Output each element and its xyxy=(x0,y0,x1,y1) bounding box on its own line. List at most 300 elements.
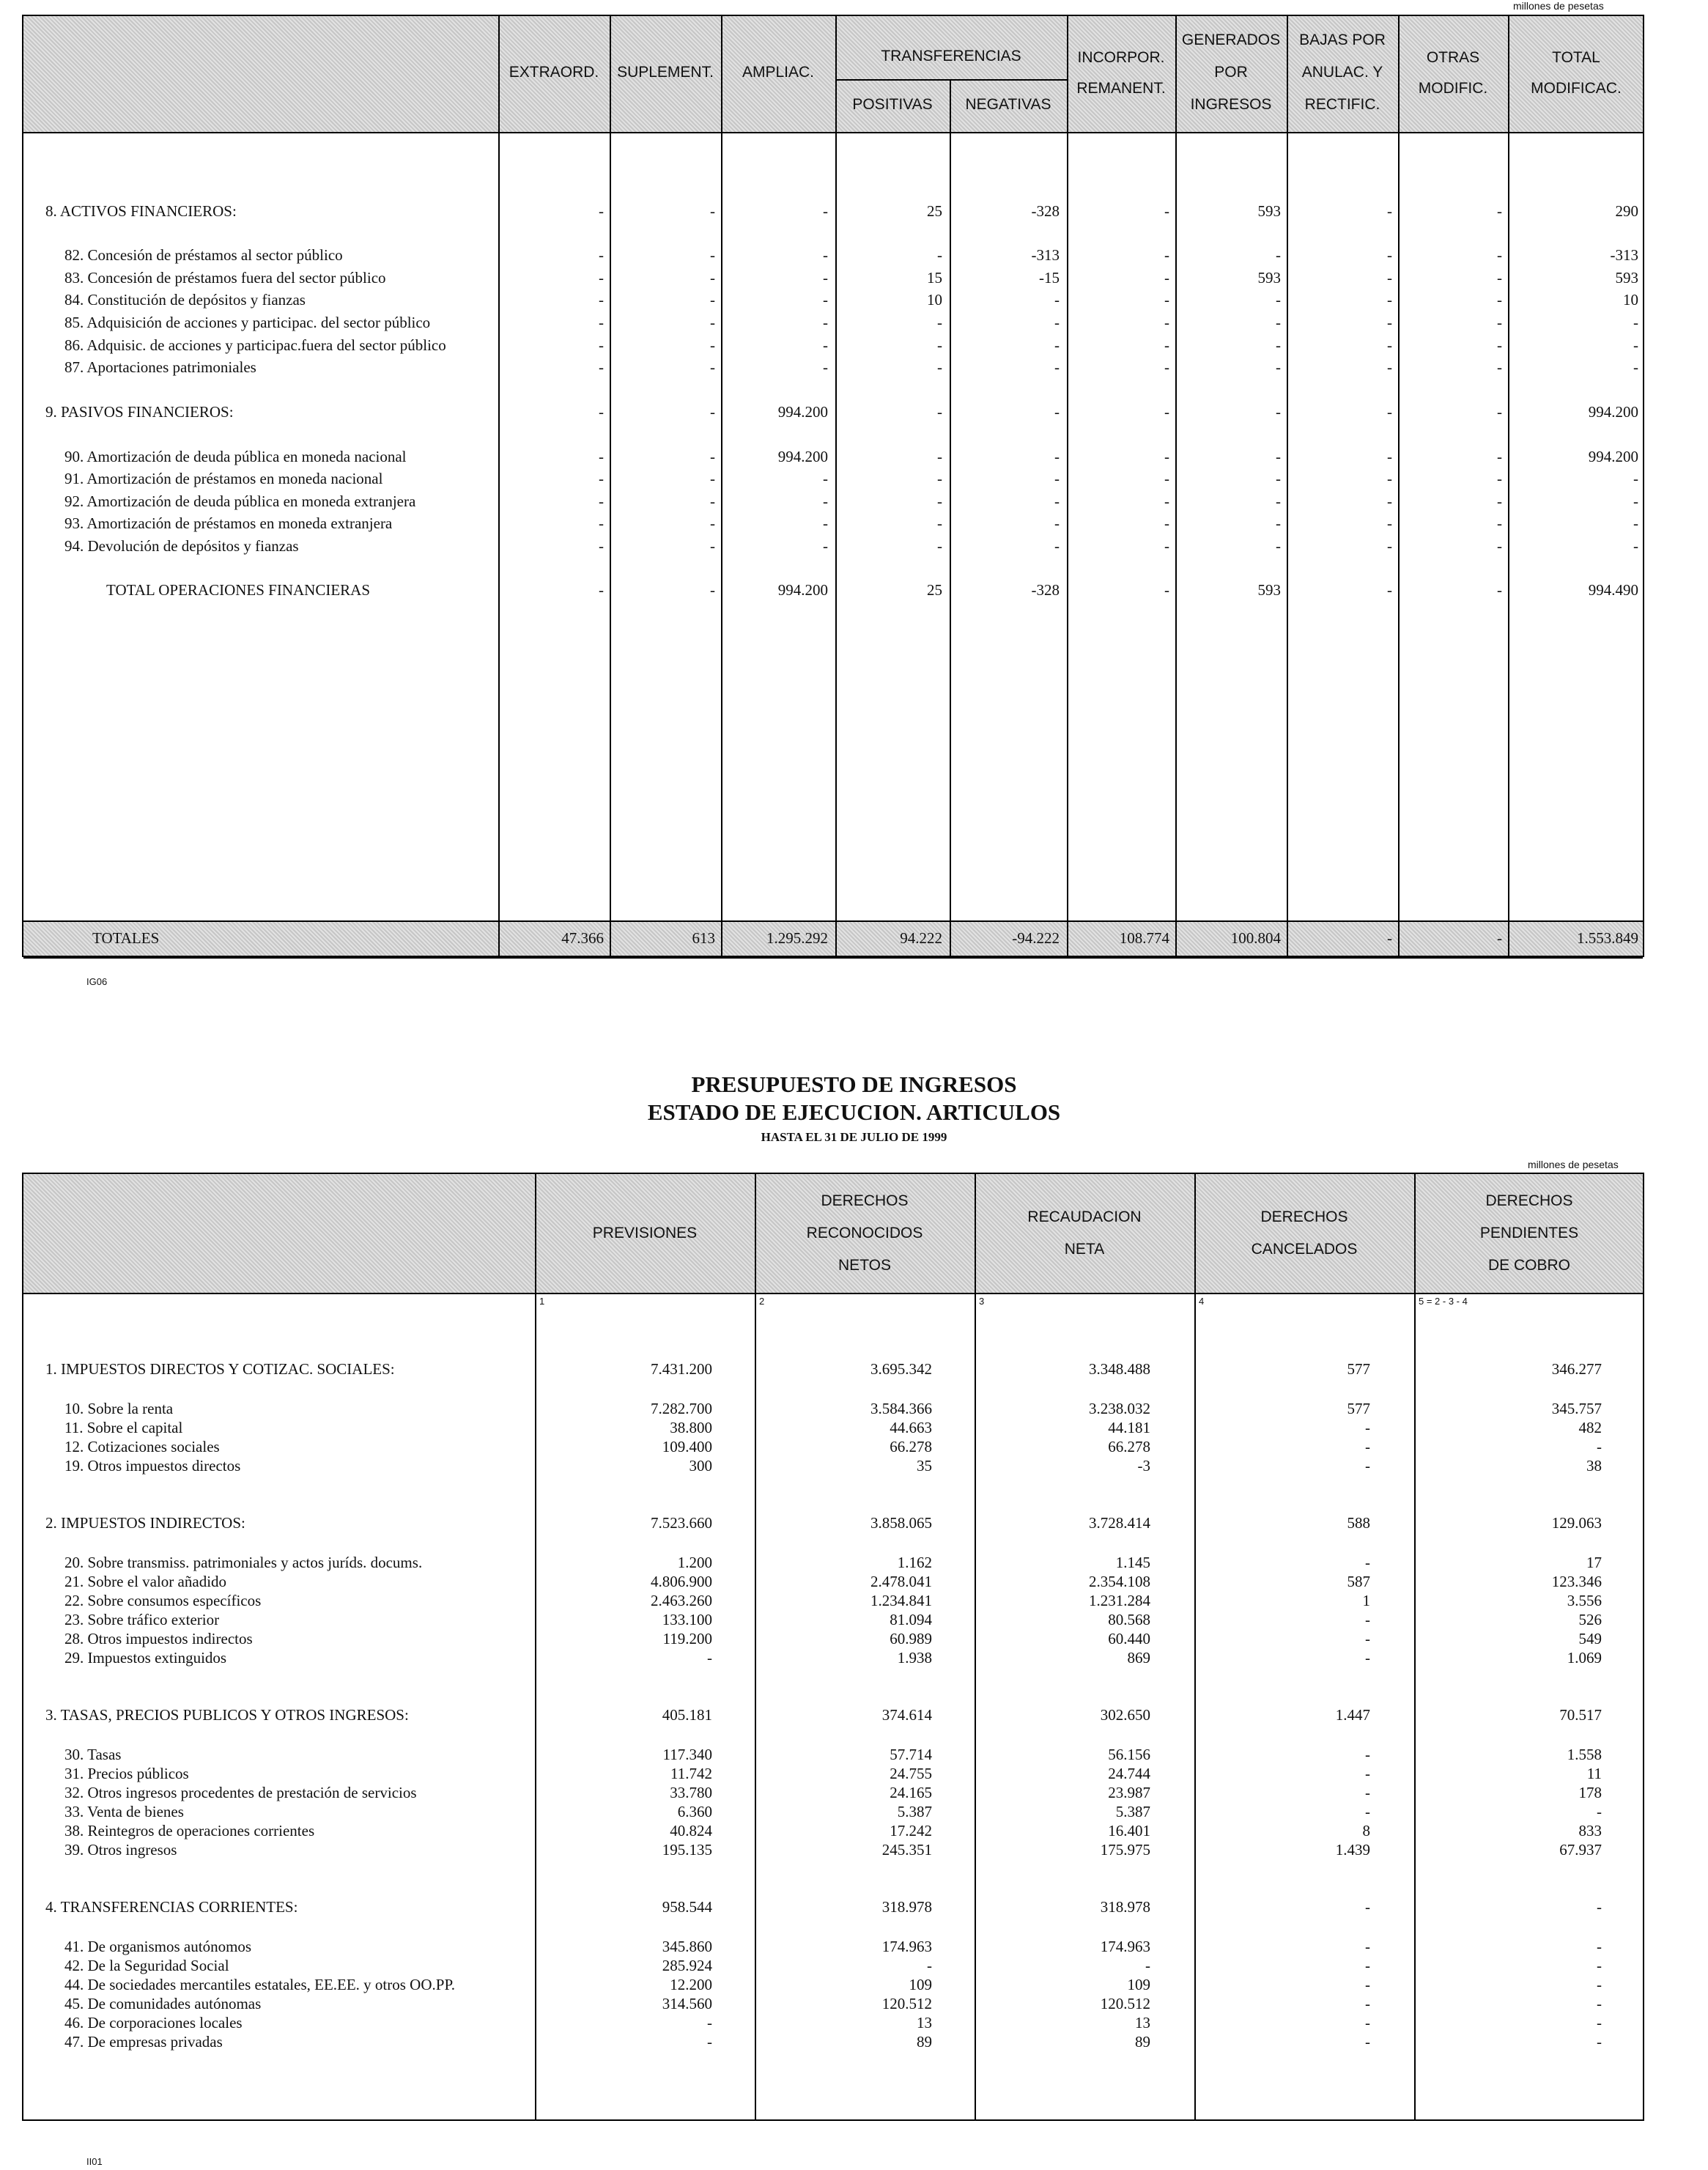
income-row-label: 29. Impuestos extinguidos xyxy=(64,1649,227,1667)
income-value-cell: 40.824 xyxy=(670,1822,712,1839)
income-value-cell: 1.162 xyxy=(897,1554,932,1571)
header-derechos-reconocidos: DERECHOS xyxy=(821,1192,909,1209)
row-label: 9. PASIVOS FINANCIEROS: xyxy=(45,403,234,421)
value-cell: - xyxy=(1387,514,1392,532)
totals-value-cell: 1.553.849 xyxy=(1577,929,1638,947)
value-cell: - xyxy=(1164,403,1169,421)
income-value-cell: 405.181 xyxy=(662,1706,712,1724)
value-cell: - xyxy=(1164,358,1169,376)
value-cell: 10 xyxy=(1623,291,1638,309)
income-row-label: 21. Sobre el valor añadido xyxy=(64,1573,227,1590)
bottom-column-divider xyxy=(975,1173,976,2121)
income-value-cell: 66.278 xyxy=(1108,1438,1150,1455)
income-value-cell: 1.200 xyxy=(677,1554,712,1571)
row-label: 90. Amortización de deuda pública en moneda nacional xyxy=(64,448,407,465)
value-cell: 593 xyxy=(1257,202,1281,220)
value-cell: - xyxy=(823,246,828,264)
income-value-cell: - xyxy=(1597,1957,1602,1974)
income-row-label: 22. Sobre consumos específicos xyxy=(64,1592,262,1609)
value-cell: - xyxy=(710,403,715,421)
income-value-cell: 17.242 xyxy=(890,1822,932,1839)
value-cell: - xyxy=(710,492,715,510)
value-cell: -328 xyxy=(1031,202,1060,220)
value-cell: - xyxy=(823,470,828,487)
income-value-cell: 3.348.488 xyxy=(1089,1360,1150,1378)
value-cell: 25 xyxy=(927,581,942,599)
income-value-cell: 109 xyxy=(1127,1976,1150,1993)
income-value-cell: 587 xyxy=(1347,1573,1370,1590)
income-value-cell: 869 xyxy=(1127,1649,1150,1667)
value-cell: 994.490 xyxy=(1588,581,1638,599)
income-value-cell: - xyxy=(1597,1803,1602,1820)
top-column-divider xyxy=(1508,15,1509,957)
income-value-cell: - xyxy=(1365,1611,1370,1628)
value-cell: - xyxy=(1387,403,1392,421)
value-cell: - xyxy=(710,246,715,264)
income-value-cell: 1.447 xyxy=(1335,1706,1370,1724)
totals-value-cell: 47.366 xyxy=(561,929,604,947)
income-value-cell: 346.277 xyxy=(1551,1360,1602,1378)
value-cell: - xyxy=(1276,336,1281,354)
income-value-cell: 11 xyxy=(1586,1765,1602,1782)
income-value-cell: 1.145 xyxy=(1115,1554,1150,1571)
income-value-cell: - xyxy=(707,1649,712,1667)
value-cell: - xyxy=(1276,537,1281,555)
value-cell: 994.200 xyxy=(777,448,828,465)
value-cell: 994.200 xyxy=(777,581,828,599)
income-value-cell: 3.238.032 xyxy=(1089,1400,1150,1417)
value-cell: 593 xyxy=(1257,269,1281,287)
bottom-column-divider xyxy=(535,1173,536,2121)
value-cell: - xyxy=(599,581,604,599)
header-suplement: SUPLEMENT. xyxy=(617,64,714,81)
column-number-2: 2 xyxy=(759,1296,765,1307)
value-cell: - xyxy=(1054,403,1060,421)
header-remanent: REMANENT. xyxy=(1076,80,1166,97)
income-value-cell: 7.431.200 xyxy=(651,1360,712,1378)
income-value-cell: - xyxy=(1365,1746,1370,1763)
income-value-cell: 526 xyxy=(1578,1611,1602,1628)
income-value-cell: 3.584.366 xyxy=(870,1400,932,1417)
income-value-cell: - xyxy=(1365,1457,1370,1475)
value-cell: - xyxy=(599,269,604,287)
value-cell: - xyxy=(1164,246,1169,264)
value-cell: - xyxy=(1497,336,1502,354)
header-total: TOTAL xyxy=(1552,49,1600,66)
header-ingresos: INGRESOS xyxy=(1190,96,1272,113)
income-value-cell: 120.512 xyxy=(881,1995,932,2012)
income-value-cell: - xyxy=(1365,1938,1370,1955)
value-cell: - xyxy=(710,269,715,287)
value-cell: - xyxy=(1633,470,1638,487)
value-cell: - xyxy=(710,448,715,465)
value-cell: - xyxy=(1633,514,1638,532)
value-cell: - xyxy=(710,314,715,331)
income-value-cell: -3 xyxy=(1137,1457,1150,1475)
income-value-cell: 81.094 xyxy=(890,1611,932,1628)
income-value-cell: 577 xyxy=(1347,1360,1370,1378)
income-value-cell: 17 xyxy=(1586,1554,1602,1571)
value-cell: - xyxy=(1387,448,1392,465)
income-value-cell: 1.069 xyxy=(1567,1649,1602,1667)
value-cell: -313 xyxy=(1031,246,1060,264)
income-value-cell: 300 xyxy=(689,1457,712,1475)
income-value-cell: 178 xyxy=(1578,1784,1602,1801)
income-value-cell: 60.440 xyxy=(1108,1630,1150,1647)
income-row-label: 2. IMPUESTOS INDIRECTOS: xyxy=(45,1514,245,1532)
value-cell: - xyxy=(1387,246,1392,264)
value-cell: - xyxy=(937,314,942,331)
income-value-cell: 245.351 xyxy=(881,1841,932,1859)
header-de-cobro: DE COBRO xyxy=(1487,1257,1570,1274)
value-cell: - xyxy=(1497,202,1502,220)
report-subtitle: ESTADO DE EJECUCION. ARTICULOS xyxy=(647,1099,1061,1125)
income-value-cell: 6.360 xyxy=(677,1803,712,1820)
income-row-label: 47. De empresas privadas xyxy=(64,2033,223,2051)
header-total-modificac: MODIFICAC. xyxy=(1531,80,1622,97)
header-bajas: BAJAS POR xyxy=(1299,32,1386,48)
income-value-cell: - xyxy=(1597,1938,1602,1955)
income-value-cell: 1.938 xyxy=(897,1649,932,1667)
value-cell: - xyxy=(710,581,715,599)
header-cancelados: CANCELADOS xyxy=(1251,1241,1358,1258)
income-value-cell: - xyxy=(1365,1419,1370,1436)
income-row-label: 12. Cotizaciones sociales xyxy=(64,1438,220,1455)
income-value-cell: 38.800 xyxy=(670,1419,712,1436)
column-number-1: 1 xyxy=(539,1296,545,1307)
row-label: 93. Amortización de préstamos en moneda extranjera xyxy=(64,514,393,532)
header-reconocidos: RECONOCIDOS xyxy=(806,1225,923,1241)
value-cell: - xyxy=(1276,246,1281,264)
totals-value-cell: -94.222 xyxy=(1012,929,1060,947)
header-neta: NETA xyxy=(1064,1241,1105,1258)
value-cell: - xyxy=(1387,537,1392,555)
header-anulac: ANULAC. Y xyxy=(1301,64,1383,81)
row-label: 84. Constitución de depósitos y fianzas xyxy=(64,291,306,309)
value-cell: - xyxy=(1497,514,1502,532)
row-label: 87. Aportaciones patrimoniales xyxy=(64,358,256,376)
income-value-cell: - xyxy=(1365,1995,1370,2012)
income-value-cell: 11.742 xyxy=(670,1765,712,1782)
income-value-cell: 80.568 xyxy=(1108,1611,1150,1628)
income-value-cell: 577 xyxy=(1347,1400,1370,1417)
value-cell: - xyxy=(1276,358,1281,376)
value-cell: - xyxy=(1276,514,1281,532)
value-cell: - xyxy=(1054,358,1060,376)
value-cell: - xyxy=(1497,470,1502,487)
header-rectific: RECTIFIC. xyxy=(1304,96,1380,113)
value-cell: - xyxy=(1497,403,1502,421)
bottom-units-label: millones de pesetas xyxy=(1528,1159,1619,1170)
income-value-cell: 345.757 xyxy=(1551,1400,1602,1417)
value-cell: 25 xyxy=(927,202,942,220)
income-value-cell: - xyxy=(1365,1649,1370,1667)
income-value-cell: 5.387 xyxy=(897,1803,932,1820)
income-value-cell: 318.978 xyxy=(881,1898,932,1916)
value-cell: - xyxy=(1387,470,1392,487)
income-value-cell: 24.744 xyxy=(1108,1765,1150,1782)
value-cell: 994.200 xyxy=(1588,448,1638,465)
bottom-page-code: II01 xyxy=(86,2156,103,2167)
value-cell: - xyxy=(1164,470,1169,487)
value-cell: - xyxy=(937,492,942,510)
value-cell: - xyxy=(1054,492,1060,510)
value-cell: - xyxy=(1276,492,1281,510)
income-row-label: 39. Otros ingresos xyxy=(64,1841,177,1859)
income-row-label: 19. Otros impuestos directos xyxy=(64,1457,241,1475)
value-cell: - xyxy=(1054,314,1060,331)
value-cell: - xyxy=(1497,448,1502,465)
value-cell: - xyxy=(1497,269,1502,287)
value-cell: - xyxy=(599,470,604,487)
totals-label: TOTALES xyxy=(92,929,160,947)
column-number-5: 5 = 2 - 3 - 4 xyxy=(1419,1296,1468,1307)
top-units-label: millones de pesetas xyxy=(1513,0,1604,12)
value-cell: - xyxy=(1054,537,1060,555)
value-cell: - xyxy=(1164,269,1169,287)
income-value-cell: - xyxy=(1365,1438,1370,1455)
income-value-cell: 67.937 xyxy=(1559,1841,1602,1859)
income-value-cell: 123.346 xyxy=(1551,1573,1602,1590)
income-value-cell: - xyxy=(1365,1898,1370,1916)
income-value-cell: 374.614 xyxy=(881,1706,932,1724)
income-value-cell: - xyxy=(1365,1957,1370,1974)
income-row-label: 11. Sobre el capital xyxy=(64,1419,183,1436)
income-value-cell: 133.100 xyxy=(662,1611,712,1628)
value-cell: - xyxy=(937,537,942,555)
column-number-3: 3 xyxy=(979,1296,985,1307)
income-value-cell: - xyxy=(707,2014,712,2031)
income-value-cell: - xyxy=(1597,1438,1602,1455)
bottom-column-divider xyxy=(755,1173,756,2121)
row-label: 91. Amortización de préstamos en moneda nacional xyxy=(64,470,383,487)
value-cell: - xyxy=(937,336,942,354)
income-value-cell: - xyxy=(1365,1784,1370,1801)
value-cell: - xyxy=(1276,291,1281,309)
income-value-cell: - xyxy=(1597,1995,1602,2012)
value-cell: - xyxy=(1633,314,1638,331)
income-value-cell: 1.231.284 xyxy=(1089,1592,1150,1609)
income-value-cell: - xyxy=(1365,1554,1370,1571)
income-value-cell: - xyxy=(1365,1765,1370,1782)
value-cell: - xyxy=(937,403,942,421)
income-value-cell: 482 xyxy=(1578,1419,1602,1436)
income-row-label: 44. De sociedades mercantiles estatales, EE.EE. y otros OO.PP. xyxy=(64,1976,456,1993)
row-label: 86. Adquisic. de acciones y participac.fuera del sector público xyxy=(64,336,446,354)
income-value-cell: 1.558 xyxy=(1567,1746,1602,1763)
value-cell: - xyxy=(823,202,828,220)
income-value-cell: 44.663 xyxy=(890,1419,932,1436)
value-cell: - xyxy=(1276,470,1281,487)
column-number-4: 4 xyxy=(1199,1296,1205,1307)
bottom-column-divider xyxy=(1194,1173,1196,2121)
income-value-cell: - xyxy=(707,2033,712,2051)
income-value-cell: - xyxy=(1597,1976,1602,1993)
value-cell: - xyxy=(599,537,604,555)
income-value-cell: 70.517 xyxy=(1559,1706,1602,1724)
value-cell: - xyxy=(823,514,828,532)
value-cell: - xyxy=(1164,448,1169,465)
income-value-cell: 174.963 xyxy=(1100,1938,1150,1955)
value-cell: - xyxy=(1387,581,1392,599)
value-cell: - xyxy=(1497,314,1502,331)
income-row-label: 30. Tasas xyxy=(64,1746,122,1763)
value-cell: - xyxy=(823,314,828,331)
income-value-cell: 13 xyxy=(917,2014,932,2031)
income-value-cell: 302.650 xyxy=(1100,1706,1150,1724)
income-row-label: 42. De la Seguridad Social xyxy=(64,1957,229,1974)
income-value-cell: 174.963 xyxy=(881,1938,932,1955)
income-value-cell: 833 xyxy=(1578,1822,1602,1839)
value-cell: - xyxy=(1387,291,1392,309)
income-value-cell: - xyxy=(927,1957,932,1974)
value-cell: - xyxy=(599,314,604,331)
income-value-cell: 38 xyxy=(1586,1457,1602,1475)
income-row-label: 4. TRANSFERENCIAS CORRIENTES: xyxy=(45,1898,298,1916)
value-cell: - xyxy=(1387,202,1392,220)
transfer-subheader-line xyxy=(835,79,1067,81)
value-cell: - xyxy=(937,246,942,264)
row-label: 83. Concesión de préstamos fuera del sector público xyxy=(64,269,386,287)
value-cell: - xyxy=(710,291,715,309)
value-cell: - xyxy=(710,358,715,376)
header-recaudacion: RECAUDACION xyxy=(1027,1208,1142,1225)
income-value-cell: - xyxy=(1365,2014,1370,2031)
header-netos: NETOS xyxy=(838,1257,891,1274)
report-date: HASTA EL 31 DE JULIO DE 1999 xyxy=(761,1130,947,1144)
value-cell: - xyxy=(1164,336,1169,354)
income-value-cell: - xyxy=(1145,1957,1150,1974)
value-cell: - xyxy=(1164,202,1169,220)
income-value-cell: 2.478.041 xyxy=(870,1573,932,1590)
value-cell: - xyxy=(1164,291,1169,309)
value-cell: -15 xyxy=(1039,269,1060,287)
value-cell: 994.200 xyxy=(1588,403,1638,421)
income-value-cell: - xyxy=(1365,2033,1370,2051)
value-cell: - xyxy=(1276,314,1281,331)
value-cell: - xyxy=(599,202,604,220)
income-row-label: 23. Sobre tráfico exterior xyxy=(64,1611,220,1628)
income-value-cell: 24.165 xyxy=(890,1784,932,1801)
income-row-label: 3. TASAS, PRECIOS PUBLICOS Y OTROS INGRESOS: xyxy=(45,1706,409,1724)
header-otras-modific: MODIFIC. xyxy=(1418,80,1488,97)
value-cell: - xyxy=(937,470,942,487)
income-value-cell: 4.806.900 xyxy=(651,1573,712,1590)
income-value-cell: 2.463.260 xyxy=(651,1592,712,1609)
value-cell: - xyxy=(599,291,604,309)
income-value-cell: 44.181 xyxy=(1108,1419,1150,1436)
header-negativas: NEGATIVAS xyxy=(965,96,1051,113)
header-derechos-cancelados: DERECHOS xyxy=(1260,1208,1348,1225)
income-value-cell: 23.987 xyxy=(1108,1784,1150,1801)
income-value-cell: 195.135 xyxy=(662,1841,712,1859)
value-cell: - xyxy=(937,448,942,465)
income-row-label: 10. Sobre la renta xyxy=(64,1400,174,1417)
value-cell: -328 xyxy=(1031,581,1060,599)
income-value-cell: 24.755 xyxy=(890,1765,932,1782)
income-row-label: 41. De organismos autónomos xyxy=(64,1938,252,1955)
row-label: 82. Concesión de préstamos al sector público xyxy=(64,246,343,264)
header-pendientes: PENDIENTES xyxy=(1479,1225,1579,1241)
value-cell: - xyxy=(1164,514,1169,532)
value-cell: - xyxy=(1497,291,1502,309)
value-cell: - xyxy=(1497,537,1502,555)
income-value-cell: 35 xyxy=(917,1457,932,1475)
value-cell: - xyxy=(1387,358,1392,376)
value-cell: - xyxy=(599,448,604,465)
income-value-cell: 3.858.065 xyxy=(870,1514,932,1532)
value-cell: 593 xyxy=(1615,269,1638,287)
value-cell: - xyxy=(710,202,715,220)
income-value-cell: 60.989 xyxy=(890,1630,932,1647)
row-label: TOTAL OPERACIONES FINANCIERAS xyxy=(106,581,371,599)
value-cell: - xyxy=(599,358,604,376)
income-value-cell: 89 xyxy=(917,2033,932,2051)
income-row-label: 32. Otros ingresos procedentes de prestación de servicios xyxy=(64,1784,417,1801)
income-value-cell: 1.234.841 xyxy=(870,1592,932,1609)
income-value-cell: 66.278 xyxy=(890,1438,932,1455)
value-cell: - xyxy=(1387,314,1392,331)
income-row-label: 20. Sobre transmiss. patrimoniales y actos juríds. docums. xyxy=(64,1554,423,1571)
income-value-cell: 7.523.660 xyxy=(651,1514,712,1532)
row-label: 85. Adquisición de acciones y participac. del sector público xyxy=(64,314,431,331)
income-value-cell: 5.387 xyxy=(1115,1803,1150,1820)
value-cell: - xyxy=(1054,448,1060,465)
income-value-cell: 588 xyxy=(1347,1514,1370,1532)
income-value-cell: 1 xyxy=(1362,1592,1370,1609)
value-cell: - xyxy=(823,358,828,376)
value-cell: 593 xyxy=(1257,581,1281,599)
income-value-cell: - xyxy=(1597,2033,1602,2051)
income-value-cell: 3.556 xyxy=(1567,1592,1602,1609)
value-cell: - xyxy=(710,514,715,532)
income-value-cell: 175.975 xyxy=(1100,1841,1150,1859)
value-cell: -313 xyxy=(1610,246,1638,264)
value-cell: - xyxy=(599,514,604,532)
value-cell: - xyxy=(1633,492,1638,510)
value-cell: - xyxy=(1054,514,1060,532)
header-extraord: EXTRAORD. xyxy=(509,64,599,81)
value-cell: - xyxy=(1164,492,1169,510)
totals-value-cell: - xyxy=(1387,929,1392,947)
income-value-cell: - xyxy=(1597,1898,1602,1916)
totals-value-cell: 100.804 xyxy=(1230,929,1281,947)
value-cell: - xyxy=(710,336,715,354)
value-cell: - xyxy=(1387,336,1392,354)
income-value-cell: - xyxy=(1365,1803,1370,1820)
bottom-column-divider xyxy=(1414,1173,1416,2121)
income-value-cell: 958.544 xyxy=(662,1898,712,1916)
income-row-label: 1. IMPUESTOS DIRECTOS Y COTIZAC. SOCIALES: xyxy=(45,1360,395,1378)
income-row-label: 45. De comunidades autónomas xyxy=(64,1995,262,2012)
income-value-cell: 89 xyxy=(1135,2033,1150,2051)
row-label: 94. Devolución de depósitos y fianzas xyxy=(64,537,299,555)
income-value-cell: - xyxy=(1365,1976,1370,1993)
income-value-cell: 13 xyxy=(1135,2014,1150,2031)
value-cell: 994.200 xyxy=(777,403,828,421)
income-value-cell: 285.924 xyxy=(662,1957,712,1974)
income-row-label: 38. Reintegros de operaciones corrientes xyxy=(64,1822,315,1839)
income-value-cell: 3.695.342 xyxy=(870,1360,932,1378)
header-incorpor: INCORPOR. xyxy=(1077,49,1165,66)
value-cell: 290 xyxy=(1615,202,1638,220)
income-value-cell: 119.200 xyxy=(662,1630,712,1647)
income-value-cell: 318.978 xyxy=(1100,1898,1150,1916)
header-previsiones: PREVISIONES xyxy=(592,1225,698,1241)
value-cell: - xyxy=(823,336,828,354)
totals-value-cell: - xyxy=(1497,929,1502,947)
value-cell: - xyxy=(1164,537,1169,555)
